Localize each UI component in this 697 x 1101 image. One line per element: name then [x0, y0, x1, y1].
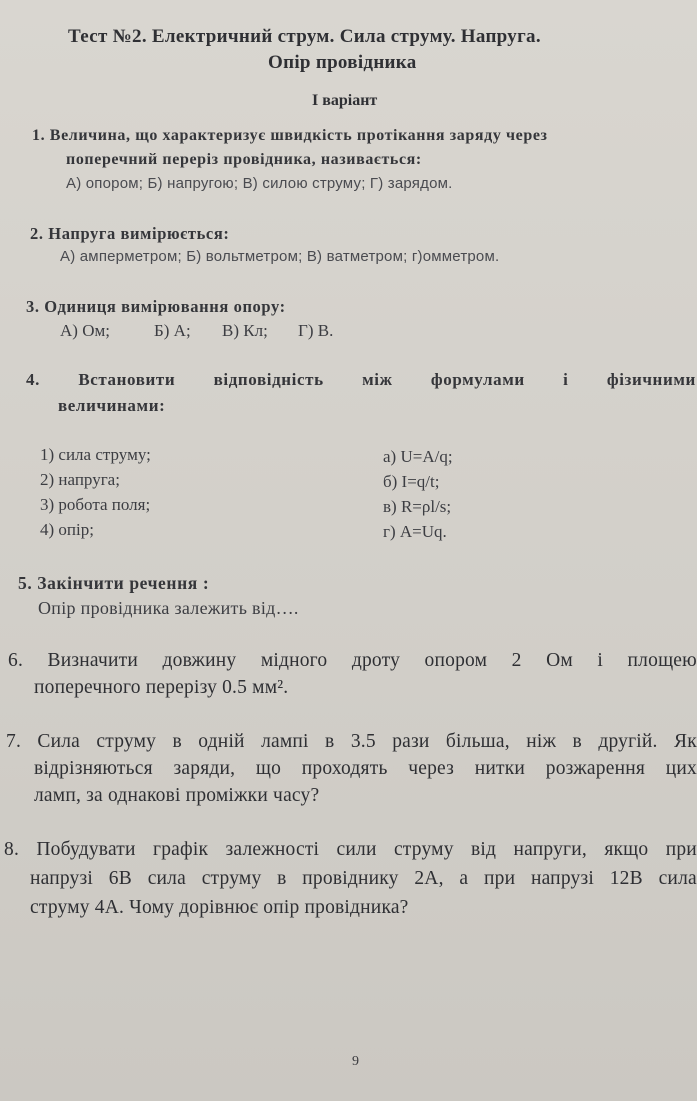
word: розжарення	[545, 758, 646, 779]
word: Встановити	[78, 370, 176, 389]
word: проходять	[301, 758, 388, 779]
word: залежності	[225, 839, 320, 860]
question-4-text	[26, 370, 696, 390]
match-right-a: а) U=A/q;	[383, 447, 453, 466]
word: одній	[198, 731, 245, 752]
page-number: 9	[352, 1054, 359, 1069]
word: 3.5	[350, 731, 376, 752]
word: мідного	[260, 650, 328, 671]
word: 6В	[108, 868, 132, 889]
answer-option: Б) А;	[154, 321, 191, 340]
word: рази	[392, 731, 430, 752]
word: 7.	[6, 731, 22, 752]
question-2-answers: А) амперметром; Б) вольтметром; В) ватметром; г)омметром.	[60, 248, 500, 265]
word: при	[483, 868, 516, 889]
word: 4.	[26, 370, 40, 389]
word: при	[665, 839, 697, 860]
question-5-text: 5. Закінчити речення :	[18, 573, 210, 593]
word: сила	[658, 868, 697, 889]
word: лампі	[261, 731, 309, 752]
word: напруги,	[513, 839, 587, 860]
word: цих	[665, 758, 697, 779]
question-7-text-end: ламп, за однакові проміжки часу?	[34, 785, 320, 806]
word: 2А,	[414, 868, 444, 889]
word: якщо	[604, 839, 649, 860]
page-title: Тест №2. Електричний струм. Сила струму. Напруга.	[68, 26, 541, 47]
word: напрузі	[530, 868, 594, 889]
word: в	[572, 731, 582, 752]
word: струму	[96, 731, 157, 752]
word: Ом	[546, 650, 573, 671]
word: ніж	[526, 731, 557, 752]
word: формулами	[430, 370, 525, 389]
word: 8.	[4, 839, 20, 860]
question-1-answers: А) опором; Б) напругою; В) силою струму; Г) зарядом.	[66, 175, 453, 192]
word: в	[277, 868, 287, 889]
word: фізичними	[606, 370, 696, 389]
variant-label: І варіант	[312, 92, 378, 109]
question-1-text-cont: поперечний переріз провідника, називається:	[66, 151, 422, 168]
question-6-text	[8, 650, 697, 672]
word: між	[362, 370, 393, 389]
word: 2	[511, 650, 522, 671]
word: а	[459, 868, 469, 889]
answer-option: Г) В.	[298, 321, 334, 340]
word: другій.	[598, 731, 658, 752]
question-3-text: 3. Одиниця вимірювання опору:	[26, 297, 286, 316]
word: графік	[153, 839, 209, 860]
word: в	[172, 731, 182, 752]
word: відрізняються	[34, 758, 153, 779]
word: Визначити	[47, 650, 138, 671]
match-left-1: 1) сила струму;	[40, 445, 151, 464]
word: 12В	[609, 868, 643, 889]
answer-option: А) Ом;	[60, 321, 110, 340]
question-7-text	[6, 731, 697, 753]
word: від	[471, 839, 497, 860]
word: сили	[336, 839, 377, 860]
word: площею	[627, 650, 697, 671]
question-6-text-cont: поперечного перерізу 0.5 мм².	[34, 677, 289, 698]
match-left-4: 4) опір;	[40, 520, 94, 539]
word: більша,	[445, 731, 510, 752]
word: Сила	[37, 731, 81, 752]
word: заряди,	[173, 758, 236, 779]
word: довжину	[162, 650, 237, 671]
match-right-d: г) A=Uq.	[383, 522, 447, 541]
word: струму	[201, 868, 262, 889]
question-2-text: 2. Напруга вимірюється:	[30, 224, 230, 243]
question-8-text-cont	[30, 868, 697, 890]
word: Побудувати	[36, 839, 136, 860]
word: через	[408, 758, 455, 779]
word: 6.	[8, 650, 24, 671]
word: дроту	[351, 650, 401, 671]
word: в	[325, 731, 335, 752]
word: відповідність	[213, 370, 324, 389]
word: струму	[393, 839, 454, 860]
word: сила	[147, 868, 186, 889]
question-8-text	[4, 839, 697, 861]
page-subtitle: Опір провідника	[268, 52, 417, 73]
match-left-2: 2) напруга;	[40, 470, 120, 489]
word: напрузі	[30, 868, 94, 889]
answer-option: В) Кл;	[222, 321, 268, 340]
word: нитки	[474, 758, 526, 779]
word: провіднику	[302, 868, 399, 889]
question-1-text: 1. Величина, що характеризує швидкість протікання заряду через	[32, 127, 548, 144]
match-left-3: 3) робота поля;	[40, 495, 151, 514]
word: і	[563, 370, 569, 389]
match-right-b: б) I=q/t;	[383, 472, 440, 491]
word: і	[597, 650, 604, 671]
word: опором	[424, 650, 488, 671]
match-right-c: в) R=ρl/s;	[383, 497, 452, 516]
question-4-text-cont: величинами:	[58, 396, 166, 415]
word: що	[255, 758, 282, 779]
word: Як	[674, 731, 697, 752]
question-8-text-end: струму 4А. Чому дорівнює опір провідника?	[30, 897, 409, 918]
question-7-text-cont	[34, 758, 697, 780]
question-5-text-cont: Опір провідника залежить від….	[38, 598, 299, 618]
